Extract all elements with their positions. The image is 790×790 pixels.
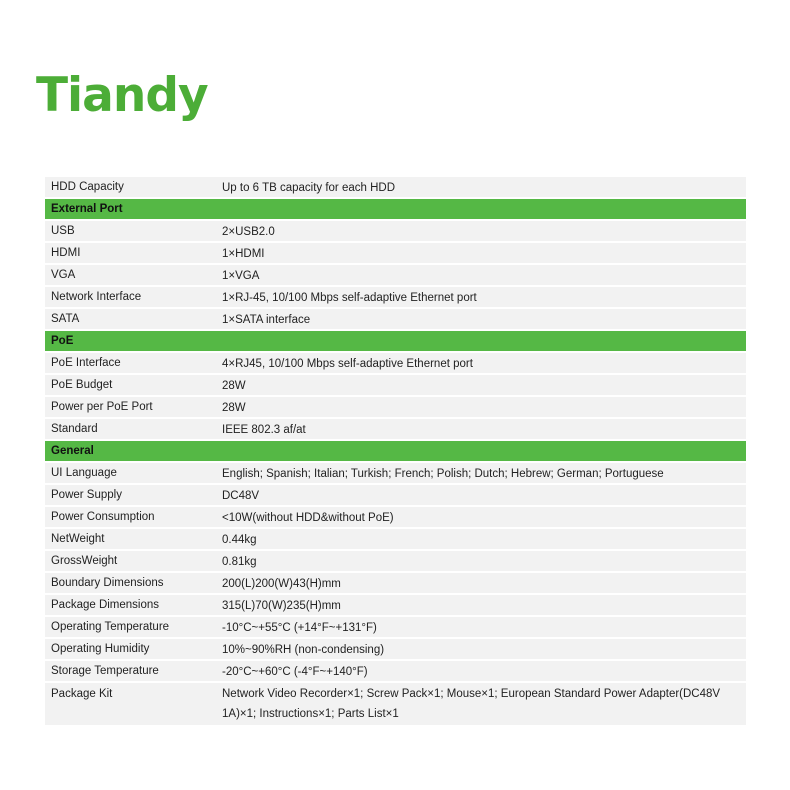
spec-label: Operating Humidity [51,643,150,655]
section-header: General [45,441,746,461]
spec-label: NetWeight [51,533,105,545]
spec-row [45,265,746,285]
spec-label: PoE Budget [51,379,113,391]
spec-label: SATA [51,313,80,325]
spec-label: HDMI [51,247,81,259]
spec-row [45,397,746,417]
spec-label: Network Interface [51,291,142,303]
spec-row [45,309,746,329]
spec-value: Up to 6 TB capacity for each HDD [222,182,395,194]
spec-value: -20°C~+60°C (-4°F~+140°F) [222,666,368,678]
spec-row [45,287,746,307]
spec-row [45,529,746,549]
spec-value: Network Video Recorder×1; Screw Pack×1; Mouse×1; European Standard Power Adapter(DC48V 1A)×1; Instructions×1; Parts List×1 [222,688,721,720]
spec-row [45,617,746,637]
spec-value: 315(L)70(W)235(H)mm [222,600,341,612]
spec-label: Storage Temperature [51,665,159,677]
spec-row [45,573,746,593]
spec-value: 200(L)200(W)43(H)mm [222,578,341,590]
spec-row [45,485,746,505]
spec-value: 1×RJ-45, 10/100 Mbps self-adaptive Ethernet port [222,292,477,304]
section-header: PoE [45,331,746,351]
spec-label: VGA [51,269,76,281]
spec-value: 28W [222,402,246,414]
spec-label: Power Consumption [51,511,155,523]
spec-row [45,353,746,373]
spec-value: 1×HDMI [222,248,265,260]
spec-value: 0.44kg [222,534,257,546]
spec-row [45,177,746,197]
spec-label: USB [51,225,75,237]
spec-row [45,683,746,725]
spec-value: 10%~90%RH (non-condensing) [222,644,385,656]
spec-table [45,177,746,727]
spec-row [45,243,746,263]
spec-label: HDD Capacity [51,181,124,193]
spec-value: 0.81kg [222,556,257,568]
spec-label: Package Dimensions [51,599,160,611]
spec-label: Standard [51,423,98,435]
spec-value: IEEE 802.3 af/at [222,424,306,436]
spec-row [45,419,746,439]
spec-value: 28W [222,380,246,392]
spec-value: DC48V [222,490,260,502]
spec-row [45,639,746,659]
spec-value: 1×VGA [222,270,260,282]
spec-value: <10W(without HDD&without PoE) [222,512,394,524]
spec-label: Operating Temperature [51,621,170,633]
spec-value: English; Spanish; Italian; Turkish; French; Polish; Dutch; Hebrew; German; Portuguese [222,468,664,480]
spec-label: Power Supply [51,489,122,501]
spec-value: 2×USB2.0 [222,226,275,238]
spec-label: PoE Interface [51,357,121,369]
spec-row [45,595,746,615]
spec-label: Boundary Dimensions [51,577,164,589]
spec-label: Package Kit [51,688,113,700]
spec-label: Power per PoE Port [51,401,153,413]
brand-logo: Tiandy [36,68,208,123]
spec-label: GrossWeight [51,555,118,567]
spec-row [45,375,746,395]
spec-row [45,551,746,571]
section-header: External Port [45,199,746,219]
spec-value: 1×SATA interface [222,314,311,326]
spec-value: 4×RJ45, 10/100 Mbps self-adaptive Ethernet port [222,358,473,370]
spec-row [45,507,746,527]
spec-value: -10°C~+55°C (+14°F~+131°F) [222,622,377,634]
spec-row [45,463,746,483]
spec-label: UI Language [51,467,117,479]
spec-row [45,221,746,241]
spec-row [45,661,746,681]
